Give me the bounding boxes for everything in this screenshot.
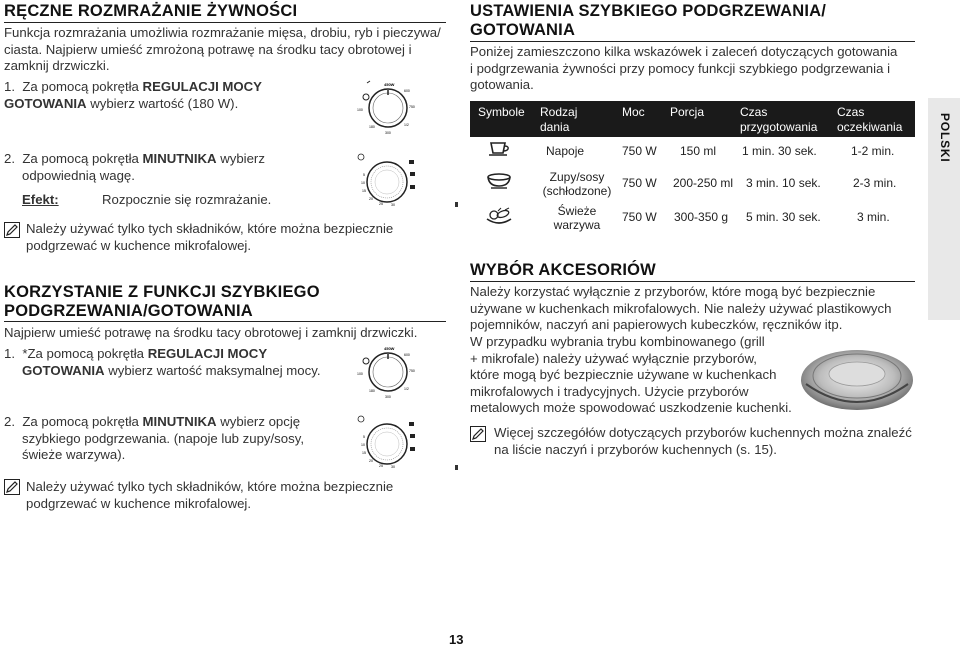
intro-line: Poniżej zamieszczono kilka wskazówek i zaleceń dotyczących gotowania — [470, 44, 898, 59]
language-label: POLSKI — [938, 113, 952, 163]
intro-line: zamknij drzwiczki. — [4, 58, 110, 73]
step-text: szybkiego podgrzewania. (napoje lub zupy/sosy, — [22, 430, 304, 446]
note-line: Należy używać tylko tych składników, które można bezpiecznie — [26, 221, 394, 236]
step-bold: GOTOWANIA — [22, 362, 105, 378]
dial-label: 15 — [362, 451, 366, 455]
quick-heat-step-2 — [4, 414, 349, 464]
accessories-combo-para — [470, 334, 792, 417]
dial-label: 25 — [379, 202, 383, 206]
title-line: USTAWIENIA SZYBKIEGO PODGRZEWANIA/ — [470, 2, 827, 20]
step-bold: REGULACJI MOCY — [142, 79, 262, 94]
para-line: które mogą być bezpiecznie używane w kuchenkach — [470, 367, 777, 382]
para-line: W przypadku wybrania trybu kombinowanego (grill — [470, 334, 765, 349]
column-separator-mark — [455, 465, 458, 470]
table-row — [470, 170, 915, 198]
dial-label: 300 — [385, 395, 391, 399]
intro-line: Należy korzystać wyłącznie z przyborów, które mogą być bezpiecznie — [470, 284, 876, 299]
cell-dish: Zupy/sosy (schłodzone) — [542, 170, 612, 198]
dial-label: 1/2 — [404, 123, 409, 127]
step-text: *Za pomocą pokrętła — [22, 346, 148, 361]
dial-label: 750 — [409, 105, 415, 109]
dial-label: 5 — [363, 435, 365, 439]
header-cell: Czas oczekiwania — [837, 105, 903, 134]
effect-line — [22, 192, 272, 209]
dial-label: 750 — [409, 369, 415, 373]
step-number: 2. — [4, 414, 15, 429]
title-underline — [4, 321, 446, 322]
step-text: wybierz opcję — [216, 414, 301, 429]
intro-line: i podgrzewania żywności przy pomocy funkcji szybkiego podgrzewania i — [470, 60, 891, 76]
cell-portion: 200-250 ml — [673, 176, 734, 190]
section-title-quick-heat-settings — [470, 2, 826, 40]
note-line: Należy używać tylko tych składników, które można bezpiecznie — [26, 479, 394, 494]
step-bold: REGULACJI MOCY — [147, 346, 268, 361]
timer-dial-diagram — [355, 152, 425, 210]
header-cell: Moc — [622, 105, 645, 119]
intro-line: Funkcja rozmrażania umożliwia rozmrażanie mięsa, drobiu, ryb i pieczywa/ — [4, 25, 441, 40]
cell-prep-time: 3 min. 10 sek. — [746, 176, 821, 190]
note-pencil-icon — [4, 479, 20, 495]
accessories-note — [494, 425, 912, 458]
effect-text: Rozpocznie się rozmrażanie. — [102, 192, 272, 207]
cell-portion: 300-350 g — [674, 210, 729, 224]
dial-label: 30 — [391, 203, 395, 207]
para-line: mikrofalowych i tradycyjnych. Użycie przyborów — [470, 383, 749, 399]
cell-prep-time: 1 min. 30 sek. — [742, 144, 817, 158]
header-cell: Czas przygotowania — [740, 105, 818, 134]
dial-label: 180 — [369, 389, 375, 393]
dial-label: 450W — [384, 346, 395, 351]
dial-label: 100 — [357, 372, 363, 376]
accessories-intro — [470, 284, 891, 334]
section-title-quick-heat — [4, 283, 320, 321]
defrost-step-2 — [4, 151, 344, 184]
cell-power: 750 W — [622, 176, 657, 190]
microwave-dish-image — [798, 334, 916, 416]
note-line: na liście naczyń i przyborów kuchennych (s. 15). — [494, 441, 777, 457]
cell-prep-time: 5 min. 30 sek. — [746, 210, 821, 224]
step-text: odpowiednią wagę. — [22, 167, 135, 183]
dial-label: 30 — [391, 465, 395, 469]
dial-label: 450W — [384, 82, 395, 87]
step-text: Za pomocą pokrętła — [22, 79, 143, 94]
header-cell: Porcja — [670, 105, 705, 119]
note-line: podgrzewać w kuchence mikrofalowej. — [26, 237, 252, 253]
cell-portion: 150 ml — [680, 144, 717, 158]
step-bold: GOTOWANIA — [4, 95, 87, 111]
power-dial-diagram — [355, 342, 425, 400]
cell-power: 750 W — [622, 144, 657, 158]
step-bold: MINUTNIKA — [142, 151, 217, 166]
step-text: wybierz wartość maksymalnej mocy. — [104, 362, 321, 378]
power-dial-diagram — [355, 78, 425, 136]
table-row — [470, 204, 915, 232]
para-line: metalowych może spowodować uszkodzenie kuchenki. — [470, 400, 792, 415]
defrost-note — [26, 221, 393, 254]
dial-label: 1/2 — [404, 387, 409, 391]
quick-heat-intro: Najpierw umieść potrawę na środku tacy obrotowej i zamknij drzwiczki. — [4, 325, 418, 340]
timer-dial-diagram — [355, 414, 425, 472]
intro-line: ciasta. Najpierw umieść zmrożoną potrawę na środku tacy obrotowej i — [4, 41, 412, 57]
section-title-manual-defrost: RĘCZNE ROZMRAŻANIE ŻYWNOŚCI — [4, 2, 298, 20]
dial-label: 20 — [369, 197, 373, 201]
step-text: wybierz wartość (180 W). — [86, 95, 239, 111]
note-line: Więcej szczegółów dotyczących przyborów kuchennych można znaleźć — [494, 425, 912, 440]
header-cell: Rodzaj dania — [540, 105, 578, 134]
defrost-step-1 — [4, 79, 344, 112]
cell-wait-time: 1-2 min. — [851, 144, 895, 158]
title-line: PODGRZEWANIA/GOTOWANIA — [4, 302, 253, 320]
title-underline — [4, 22, 446, 23]
dial-label: 300 — [385, 131, 391, 135]
step-text: świeże warzywa). — [22, 447, 126, 462]
table-row — [470, 144, 915, 160]
title-underline — [470, 41, 915, 42]
dial-label: 15 — [362, 189, 366, 193]
dial-label: 25 — [379, 464, 383, 468]
title-line: GOTOWANIA — [470, 21, 576, 39]
intro-line: pojemników, naczyń ani papierowych kubeczków, ręczników itp. — [470, 317, 843, 332]
column-separator-mark — [455, 202, 458, 207]
step-text: Za pomocą pokrętła — [22, 414, 143, 429]
note-pencil-icon — [470, 426, 486, 442]
step-number: 1. — [4, 346, 15, 361]
dial-label: 5 — [363, 173, 365, 177]
cell-wait-time: 3 min. — [857, 210, 890, 224]
title-underline — [470, 281, 915, 282]
effect-label: Efekt: — [22, 192, 59, 207]
header-cell: Symbole — [478, 105, 525, 119]
cell-dish: Świeże warzywa — [553, 204, 601, 232]
table-header — [470, 101, 915, 137]
dial-label: 600 — [404, 89, 410, 93]
step-number: 2. — [4, 151, 15, 166]
step-bold: MINUTNIKA — [142, 414, 217, 429]
dial-label: 10 — [361, 443, 365, 447]
dial-label: 180 — [369, 125, 375, 129]
cell-dish: Napoje — [546, 144, 585, 158]
step-text: Za pomocą pokrętła — [22, 151, 143, 166]
page-number: 13 — [449, 632, 464, 647]
intro-line: gotowania. — [470, 77, 534, 92]
note-line: podgrzewać w kuchence mikrofalowej. — [26, 495, 252, 511]
cell-power: 750 W — [622, 210, 657, 224]
quick-heat-note — [26, 479, 393, 512]
defrost-intro — [4, 25, 441, 75]
title-line: KORZYSTANIE Z FUNKCJI SZYBKIEGO — [4, 283, 320, 301]
language-side-tab — [928, 98, 960, 320]
dial-label: 600 — [404, 353, 410, 357]
para-line: + mikrofale) należy używać wyłącznie przyborów, — [470, 350, 757, 366]
dial-label: 10 — [361, 181, 365, 185]
settings-intro — [470, 44, 897, 94]
quick-heat-step-1 — [4, 346, 349, 379]
cell-wait-time: 2-3 min. — [853, 176, 897, 190]
intro-line: używane w kuchenkach mikrofalowych. Nie należy używać plastikowych — [470, 300, 892, 316]
note-pencil-icon — [4, 222, 20, 238]
step-number: 1. — [4, 79, 15, 94]
section-title-accessories: WYBÓR AKCESORIÓW — [470, 261, 656, 279]
step-text: wybierz — [216, 151, 265, 166]
dial-label: 20 — [369, 459, 373, 463]
dial-label: 100 — [357, 108, 363, 112]
